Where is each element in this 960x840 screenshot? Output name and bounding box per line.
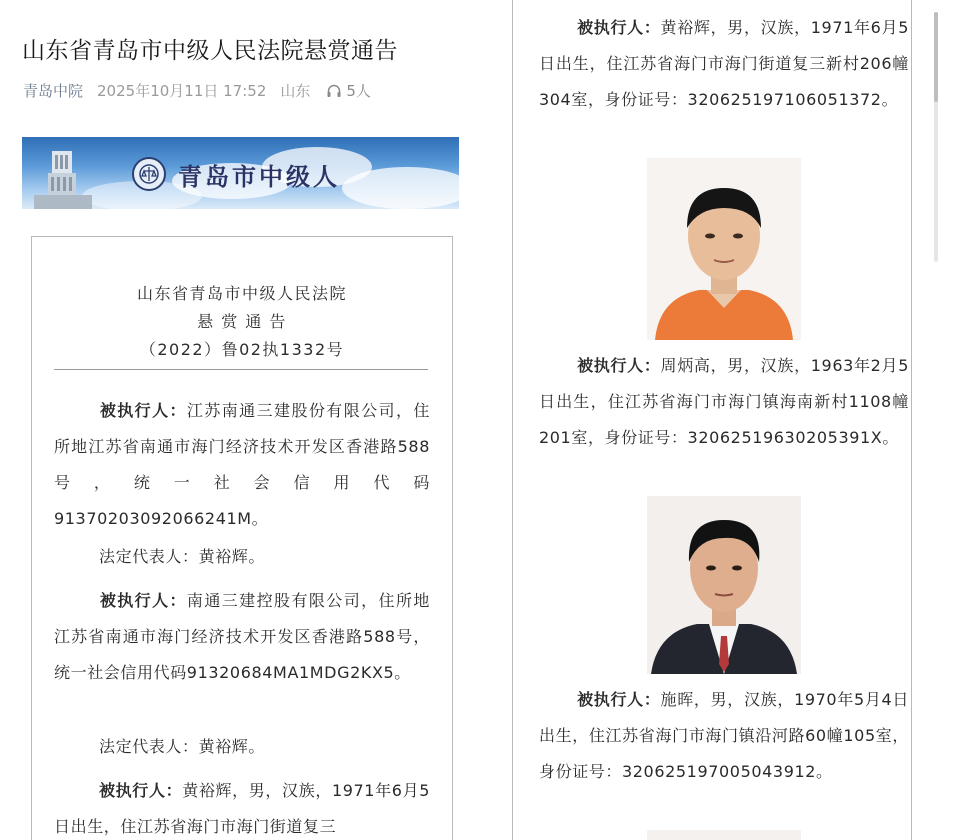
publish-date: 2025年10月11日 17:52 [97,82,267,100]
article-meta [23,80,371,101]
region-label: 山东 [280,82,311,100]
person-photo [647,496,801,674]
banner-court-name: 青岛市中级人 [178,162,340,191]
notice-entry: 被执行人：黄裕辉，男，汉族，1971年6月5日出生，住江苏省海门市海门街道复三 [54,781,430,836]
person-entry: 被执行人：施晖，男，汉族，1970年5月4日出生，住江苏省海门市海门镇沿河路60幢105室，身份证号：320625197005043912。 [539,690,909,781]
notice-entry: 被执行人：南通三建控股有限公司，住所地江苏省南通市海门经济技术开发区香港路588号，统一社会信用代码91320684MA1MDG2KX5。 [54,591,430,682]
notice-entry: 法定代表人：黄裕辉。 [99,547,266,566]
person-entry: 被执行人：周炳高，男，汉族，1963年2月5日出生，住江苏省海门市海门镇海南新村1108幢201室，身份证号：32062519630205391X。 [539,356,909,447]
scrollbar-thumb[interactable] [934,12,938,102]
headphones-icon [326,83,342,99]
notice-case-number: （2022）鲁02执1332号 [139,340,345,359]
notice-entry: 被执行人：江苏南通三建股份有限公司，住所地江苏省南通市海门经济技术开发区香港路588号，统一社会信用代码91370203092066241M。 [54,401,430,528]
notice-divider [54,369,428,370]
right-panel [480,0,960,840]
article-title: 山东省青岛市中级人民法院悬赏通告 [22,38,398,64]
notice-court: 山东省青岛市中级人民法院 [136,284,347,303]
source-link[interactable]: 青岛中院 [23,82,84,100]
notice-heading: 悬 赏 通 告 [197,312,287,331]
court-building-image [34,147,92,209]
person-entry: 被执行人：黄裕辉，男，汉族，1971年6月5日出生，住江苏省海门市海门街道复三新村206幢304室，身份证号：320625197106051372。 [539,18,909,109]
person-photo [647,830,801,840]
court-banner [22,137,459,209]
notice-card [31,236,453,840]
listen-count-value: 5人 [346,82,371,100]
listen-count[interactable] [326,80,371,101]
person-photo [647,158,801,340]
notice-entry: 法定代表人：黄裕辉。 [99,737,266,756]
court-emblem-icon [132,157,166,191]
